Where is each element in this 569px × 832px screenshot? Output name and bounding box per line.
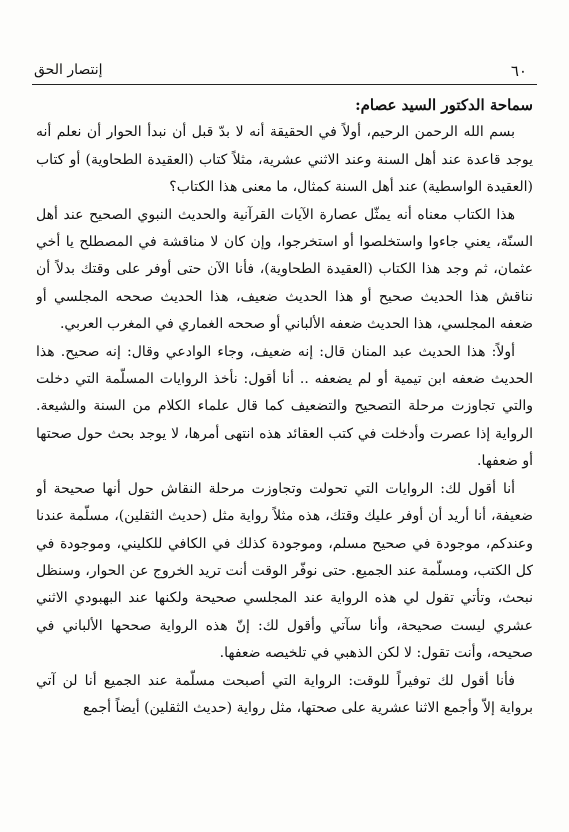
running-title: إنتصار الحق (34, 62, 103, 78)
paragraph: أنا أقول لك: الروايات التي تحولت وتجاوزت مرحلة النقاش حول أنها صحيحة أو ضعيفة، أنا أريد أن أوفر عليك وقتك، هذه مثلاً رواية مثل (حديث الثقلين)، مسلّمة عندنا وعندكم، موجودة في صحيح مسلم، وموجودة كذلك في الكافي للكليني، وموجودة في كل الكتب، ومسلّمة عند الجميع. حتى نوفّر الوقت أنت تريد الخروج عن الحوار، وسنظل نبحث، وتأتي تقول لي هذه الرواية عند المجلسي صحيحة ولكنها عند البهبودي الاثني عشري ليست صحيحة، وأنا سآتي وأقول لك: إنّ هذه الرواية صححها الألباني في صحيحه، وأنت تقول: لا لكن الذهبي في تلخيصه ضعفها. (36, 480, 533, 662)
page-body (36, 92, 533, 822)
page-header (32, 56, 537, 85)
paragraph: هذا الكتاب معناه أنه يمثّل عصارة الآيات القرآنية والحديث النبوي الصحيح عند أهل السنّة، يعني جاءوا واستخلصوا أو استخرجوا، وإن كان لا مناقشة في المصطلح يا أخي عثمان، ثم وجد هذا الكتاب (العقيدة الطحاوية)، فأنا الآن حتى أوفر على وقتك بدلاً أن نناقش هذا الحديث صحيح أو هذا الحديث ضعيف، هذا الحديث صححه المجلسي أو ضعفه المجلسي، هذا الحديث ضعفه الألباني أو صححه الغماري في المغرب العربي. (36, 206, 533, 333)
paragraph: أولاً: هذا الحديث عبد المنان قال: إنه ضعيف، وجاء الوادعي وقال: إنه صحيح. هذا الحديث ضعفه ابن تيمية أو لم يضعفه .. أنا أقول: نأخذ الروايات المسلّمة التي دخلت والتي تجاوزت مرحلة التصحيح والتضعيف كما قال علماء الكلام من السنة والشيعة. الرواية إذا عصرت وأدخلت في كتب العقائد هذه انتهى أمرها، لا يوجد بحث حول صحتها أو ضعفها. (36, 343, 533, 470)
paragraph: بسم الله الرحمن الرحيم، أولاً في الحقيقة أنه لا بدّ قبل أن نبدأ الحوار أن نعلم أنه يوجد قاعدة عند أهل السنة وعند الاثني عشرية، مثلاً كتاب (العقيدة الطحاوية) أو كتاب (العقيدة الواسطية) عند أهل السنة كمثال، ما معنى هذا الكتاب؟ (36, 124, 533, 196)
speaker-heading: سماحة الدكتور السيد عصام: (355, 96, 533, 114)
paragraph: فأنا أقول لك توفيراً للوقت: الرواية التي أصبحت مسلّمة عند الجميع أنا لن آتي برواية إلاّ وأجمع الاثنا عشرية على صحتها، مثل رواية (حديث الثقلين) أيضاً أجمع (36, 672, 533, 716)
page-number: ٦٠ (510, 62, 527, 80)
